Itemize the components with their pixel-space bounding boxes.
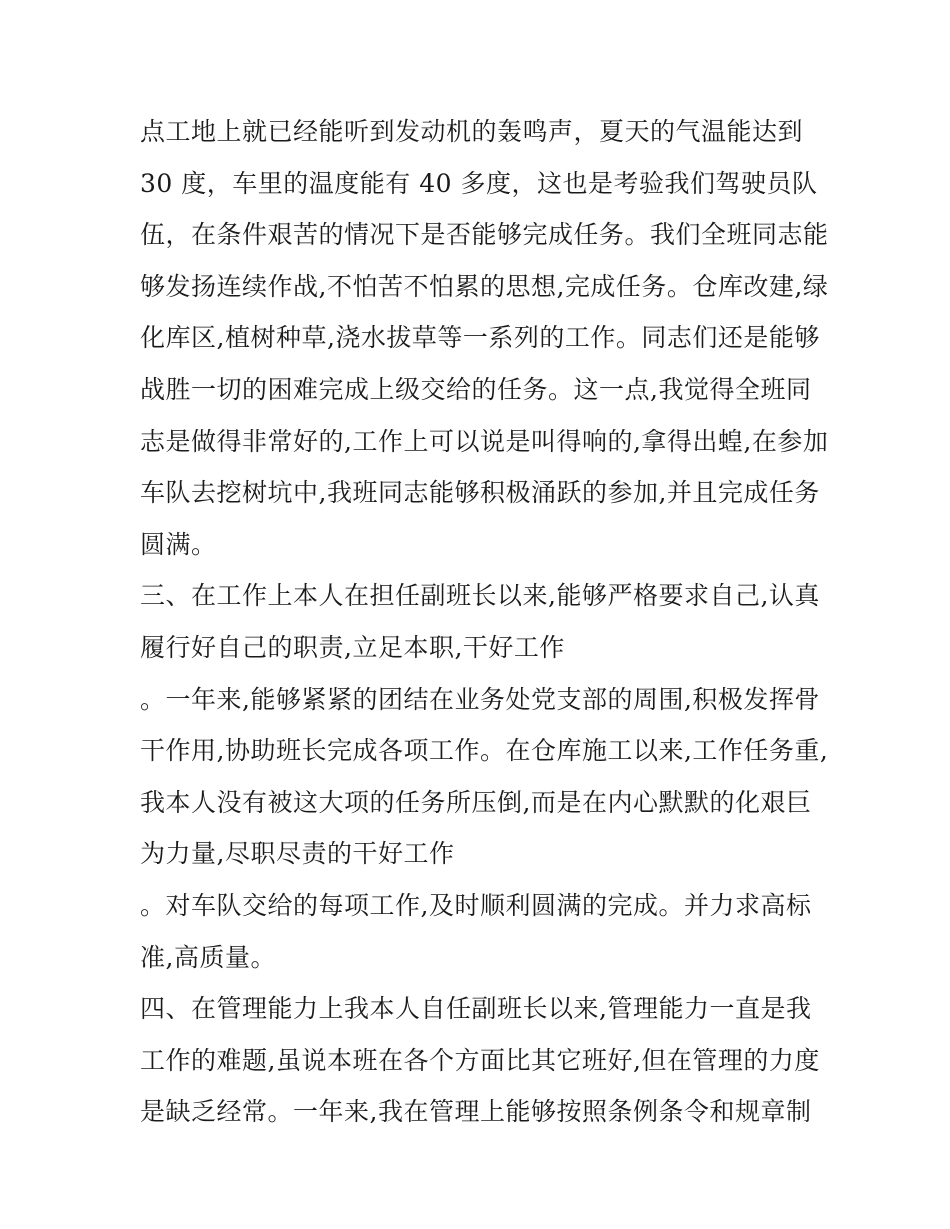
text-line: 为力量,尽职尽责的干好工作 [140, 839, 455, 869]
text-line: 车队去挖树坑中,我班同志能够积极涌跃的参加,并且完成任务 [140, 478, 820, 508]
text-line: 够发扬连续作战,不怕苦不怕累的思想,完成任务。仓库改建,绿 [140, 271, 829, 301]
text-line: 准,高质量。 [140, 942, 276, 972]
text-line: 干作用,协助班长完成各项工作。在仓库施工以来,工作任务重, [140, 736, 829, 766]
text-line: 化库区,植树种草,浇水拔草等一系列的工作。同志们还是能够 [140, 323, 820, 353]
text-line: 志是做得非常好的,工作上可以说是叫得响的,拿得出蝗,在参加 [140, 426, 829, 456]
text-line: 30 度，车里的温度能有 40 多度，这也是考验我们驾驶员队 [140, 168, 818, 198]
text-line: 伍，在条件艰苦的情况下是否能够完成任务。我们全班同志能 [140, 220, 829, 250]
text-line: 三、在工作上本人在担任副班长以来,能够严格要求自己,认真 [140, 581, 820, 611]
text-line: 我本人没有被这大项的任务所压倒,而是在内心默默的化艰巨 [140, 787, 812, 817]
body-text [140, 106, 829, 1138]
text-line: 。对车队交给的每项工作,及时顺利圆满的完成。并力求高标 [140, 890, 812, 920]
text-line: 四、在管理能力上我本人自任副班长以来,管理能力一直是我 [140, 994, 812, 1024]
text-line: 。一年来,能够紧紧的团结在业务处党支部的周围,积极发挥骨 [140, 684, 820, 714]
text-line: 圆满。 [140, 529, 217, 559]
text-line: 工作的难题,虽说本班在各个方面比其它班好,但在管理的力度 [140, 1045, 820, 1075]
text-line: 是缺乏经常。一年来,我在管理上能够按照条例条令和规章制 [140, 1097, 812, 1127]
text-line: 点工地上就已经能听到发动机的轰鸣声，夏天的气温能达到 [140, 117, 804, 146]
text-line: 战胜一切的困难完成上级交给的任务。这一点,我觉得全班同 [140, 374, 812, 404]
text-line: 履行好自己的职责,立足本职,干好工作 [140, 632, 565, 662]
